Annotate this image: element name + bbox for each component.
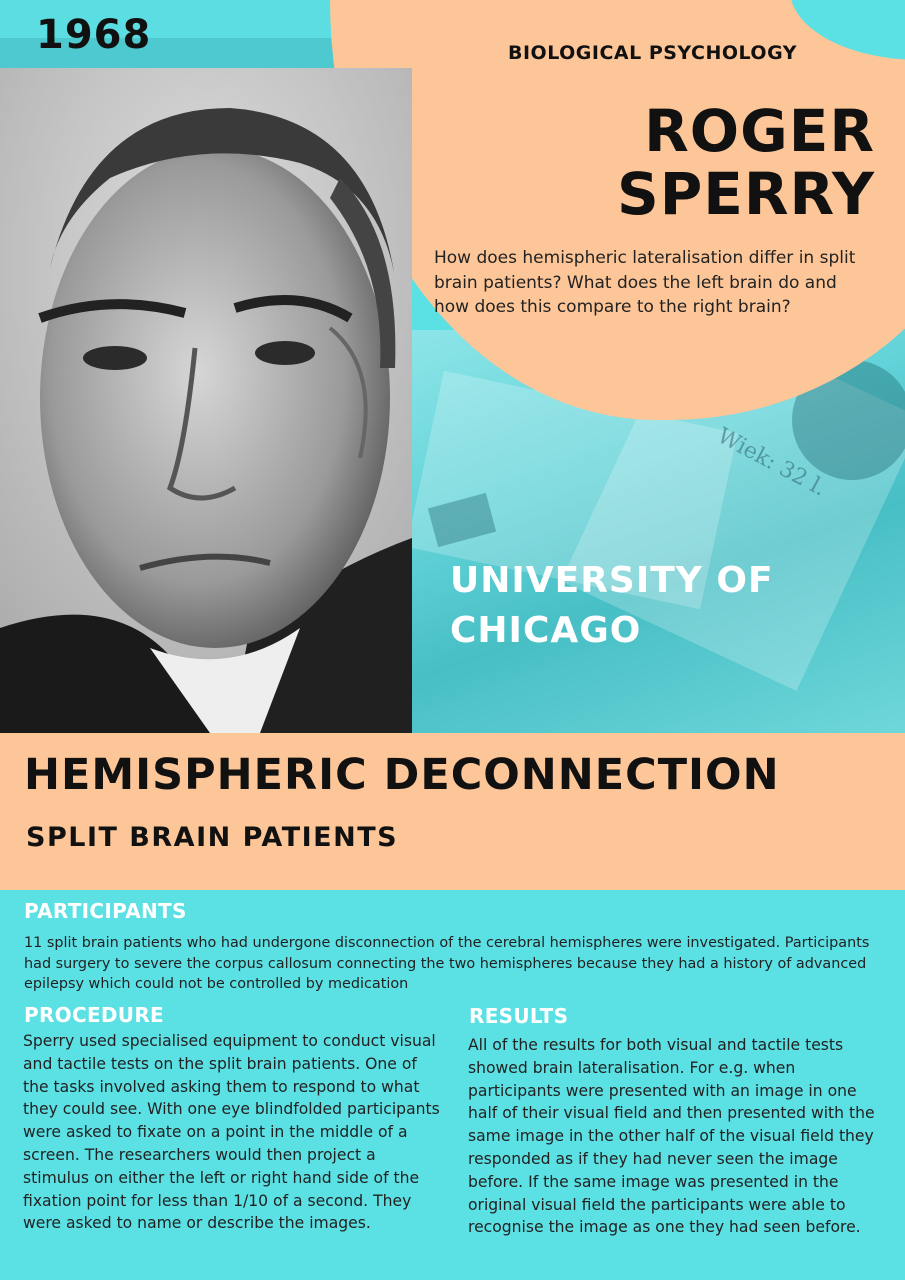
category-label: BIOLOGICAL PSYCHOLOGY bbox=[508, 42, 798, 64]
study-subtitle: SPLIT BRAIN PATIENTS bbox=[26, 822, 399, 853]
study-title: HEMISPHERIC DECONNECTION bbox=[24, 750, 780, 800]
photo-handwriting: Wiek: 32 l. bbox=[713, 423, 830, 502]
name-line-2: SPERRY bbox=[616, 160, 875, 228]
participants-heading: PARTICIPANTS bbox=[24, 899, 187, 923]
results-text: All of the results for both visual and tactile tests showed brain lateralisation. For e.g. when participants were presented with an image in one half of their visual field and then presented with the same image in the other half of the visual field they responded as if they had never seen the image before. If the same image was presented in the original visual field the participants were able to recognise the image as one they had seen before. bbox=[468, 1036, 875, 1237]
university-line-1: UNIVERSITY OF bbox=[450, 560, 774, 601]
year-label: 1968 bbox=[36, 12, 152, 58]
participants-text: 11 split brain patients who had undergone disconnection of the cerebral hemispheres were investigated. Participants had surgery to severe the corpus callosum connecting the two hemispheres because they had a history of advanced epilepsy which could not be controlled by medication bbox=[24, 935, 870, 992]
research-question: How does hemispheric lateralisation differ in split brain patients? What does the left brain do and how does this compare to the right brain? bbox=[434, 248, 856, 317]
researcher-name bbox=[616, 97, 875, 228]
university-line-2: CHICAGO bbox=[450, 610, 642, 651]
procedure-text: Sperry used specialised equipment to conduct visual and tactile tests on the split brain patients. One of the tasks involved asking them to respond to what they could see. With one eye blindfolded participants were asked to fixate on a point in the middle of a screen. The researchers would then project a stimulus on either the left or right hand side of the fixation point for less than 1/10 of a second. They were asked to name or describe the images. bbox=[23, 1032, 440, 1233]
procedure-heading: PROCEDURE bbox=[24, 1003, 165, 1027]
name-line-1: ROGER bbox=[644, 97, 875, 165]
university-label bbox=[450, 556, 870, 656]
portrait-photo bbox=[0, 68, 412, 733]
results-heading: RESULTS bbox=[469, 1004, 569, 1028]
